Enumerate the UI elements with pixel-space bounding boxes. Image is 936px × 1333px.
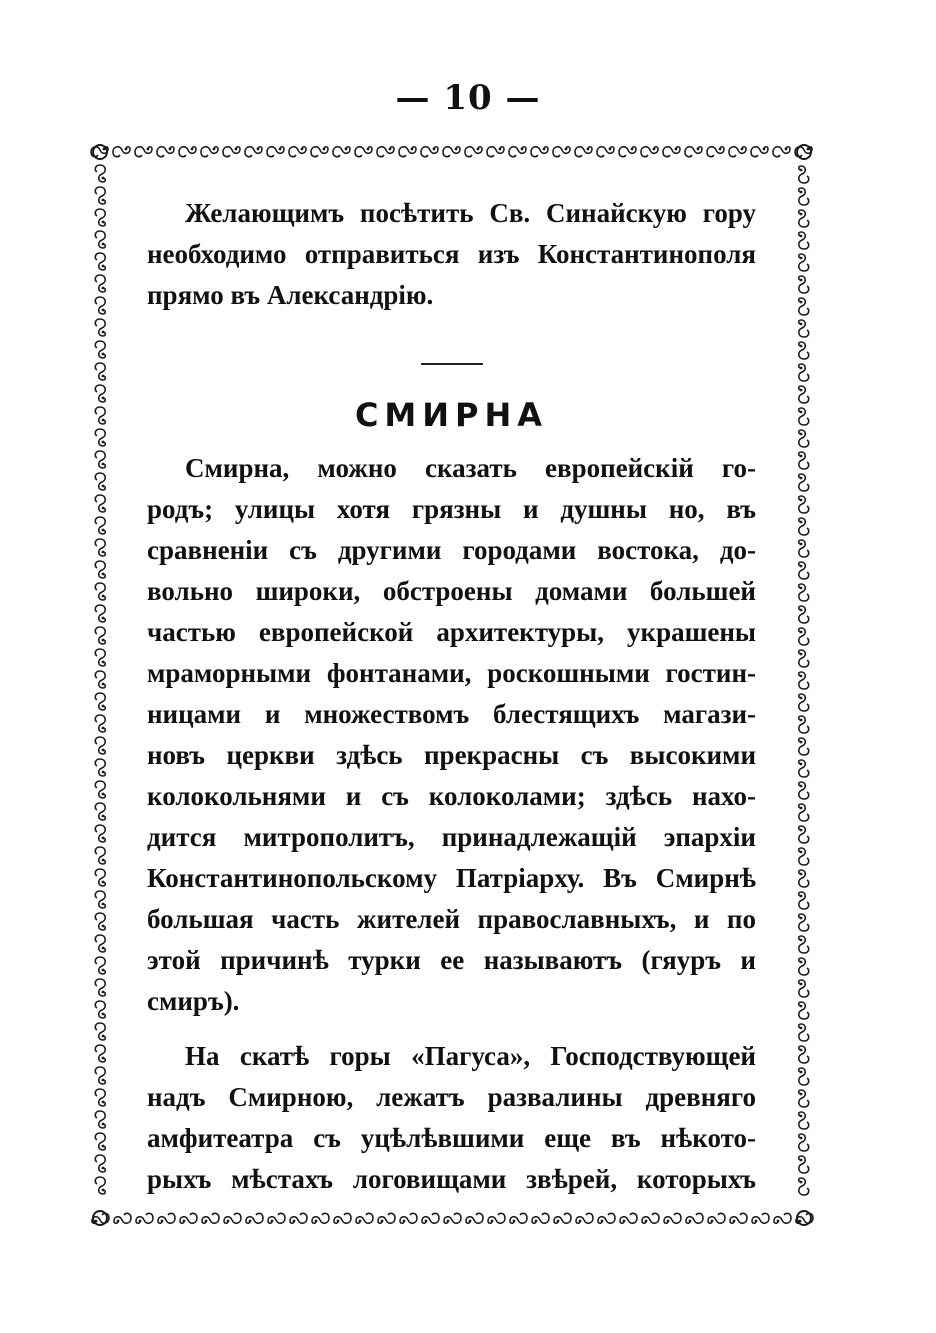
text-line: ницами и множествомъ блестящихъ магази- [147, 699, 756, 729]
border-scroll-ornament [95, 957, 105, 974]
border-scroll-ornament [224, 1213, 241, 1223]
border-scroll-ornament [95, 407, 105, 424]
border-scroll-ornament [179, 147, 196, 157]
border-scroll-ornament [799, 210, 809, 227]
border-scroll-ornament [752, 1213, 769, 1223]
border-scroll-ornament [799, 474, 809, 491]
border-scroll-ornament [399, 147, 416, 157]
border-scroll-ornament [799, 1002, 809, 1019]
border-scroll-ornament [95, 869, 105, 886]
border-scroll-ornament [95, 671, 105, 688]
border-scroll-ornament [95, 803, 105, 820]
border-scroll-ornament [799, 562, 809, 579]
border-scroll-ornament [466, 1213, 483, 1223]
border-corner-ornament [797, 145, 811, 159]
border-scroll-ornament [135, 147, 152, 157]
border-scroll-ornament [312, 1213, 329, 1223]
border-scroll-ornament [799, 540, 809, 557]
border-scroll-ornament [799, 716, 809, 733]
border-scroll-ornament [619, 147, 636, 157]
border-scroll-ornament [799, 408, 809, 425]
border-scroll-ornament [708, 1213, 725, 1223]
border-scroll-ornament [95, 451, 105, 468]
border-scroll-ornament [202, 1213, 219, 1223]
border-scroll-ornament [95, 627, 105, 644]
border-scroll-ornament [799, 650, 809, 667]
border-scroll-ornament [95, 1111, 105, 1128]
border-scroll-ornament [799, 496, 809, 513]
border-scroll-ornament [799, 694, 809, 711]
border-scroll-ornament [95, 319, 105, 336]
border-scroll-ornament [378, 1213, 395, 1223]
section-heading: СМИРНА [354, 396, 549, 434]
border-scroll-ornament [95, 253, 105, 270]
text-line: частью европейской архитектуры, украшены [147, 617, 756, 647]
border-scroll-ornament [95, 1067, 105, 1084]
border-scroll-ornament [95, 495, 105, 512]
border-scroll-ornament [799, 1156, 809, 1173]
text-line: прямо въ Александрію. [147, 280, 434, 310]
border-scroll-ornament [334, 1213, 351, 1223]
border-corner-ornament [93, 1211, 107, 1225]
text-line: сравненіи съ другими городами востока, до- [147, 535, 756, 565]
text-line: амфитеатра съ уцѣлѣвшими еще въ нѣкото- [147, 1123, 756, 1153]
border-scroll-ornament [686, 1213, 703, 1223]
paragraph-1 [147, 448, 756, 1022]
page-number: — 10 — [395, 78, 541, 118]
border-scroll-ornament [95, 297, 105, 314]
border-scroll-ornament [598, 1213, 615, 1223]
border-scroll-ornament [751, 147, 768, 157]
border-scroll-ornament [95, 935, 105, 952]
border-scroll-ornament [799, 1024, 809, 1041]
border-scroll-ornament [799, 518, 809, 535]
border-scroll-ornament [355, 147, 372, 157]
border-scroll-ornament [268, 1213, 285, 1223]
border-scroll-ornament [356, 1213, 373, 1223]
border-scroll-ornament [95, 275, 105, 292]
border-scroll-ornament [799, 1178, 809, 1195]
border-scroll-ornament [729, 147, 746, 157]
border-scroll-ornament [158, 1213, 175, 1223]
section-divider [421, 363, 483, 365]
border-scroll-ornament [95, 1155, 105, 1172]
border-scroll-ornament [799, 606, 809, 623]
border-scroll-ornament [421, 147, 438, 157]
border-scroll-ornament [597, 147, 614, 157]
border-scroll-ornament [642, 1213, 659, 1223]
border-scroll-ornament [95, 517, 105, 534]
border-scroll-ornament [799, 1134, 809, 1151]
border-scroll-ornament [95, 1023, 105, 1040]
border-scroll-ornament [95, 913, 105, 930]
border-scroll-ornament [289, 147, 306, 157]
text-line: мраморными фонтанами, роскошными гостин- [147, 658, 756, 688]
border-scroll-ornament [799, 760, 809, 777]
border-scroll-ornament [95, 649, 105, 666]
border-scroll-ornament [95, 1133, 105, 1150]
border-scroll-ornament [799, 980, 809, 997]
border-scroll-ornament [575, 147, 592, 157]
border-scroll-ornament [95, 561, 105, 578]
paragraph-2 [147, 1036, 756, 1200]
border-scroll-ornament [799, 430, 809, 447]
border-scroll-ornament [730, 1213, 747, 1223]
border-scroll-ornament [799, 364, 809, 381]
border-scroll-ornament [799, 276, 809, 293]
border-scroll-ornament [95, 429, 105, 446]
border-scroll-ornament [799, 628, 809, 645]
border-scroll-ornament [799, 738, 809, 755]
border-scroll-ornament [465, 147, 482, 157]
border-scroll-ornament [201, 147, 218, 157]
border-scroll-ornament [799, 672, 809, 689]
text-line: вольно широки, обстроены домами большей [147, 576, 756, 606]
border-scroll-ornament [553, 147, 570, 157]
border-scroll-ornament [157, 147, 174, 157]
page-text [147, 193, 756, 1200]
border-scroll-ornament [799, 188, 809, 205]
border-scroll-ornament [641, 147, 658, 157]
border-scroll-ornament [799, 782, 809, 799]
border-scroll-ornament [377, 147, 394, 157]
border-scroll-ornament [799, 936, 809, 953]
border-scroll-ornament [245, 147, 262, 157]
border-scroll-ornament [95, 891, 105, 908]
border-scroll-ornament [799, 386, 809, 403]
border-scroll-ornament [95, 847, 105, 864]
text-line: родъ; улицы хотя грязны и душны но, въ [147, 494, 756, 524]
text-line: дится митрополитъ, принадлежащій эпархіи [147, 822, 756, 852]
border-scroll-ornament [95, 583, 105, 600]
border-scroll-ornament [799, 232, 809, 249]
border-scroll-ornament [95, 341, 105, 358]
border-scroll-ornament [685, 147, 702, 157]
border-scroll-ornament [113, 147, 130, 157]
border-scroll-ornament [95, 385, 105, 402]
border-scroll-ornament [799, 1090, 809, 1107]
text-line: этой причинѣ турки ее называютъ (гяуръ и [147, 945, 756, 975]
text-line: смиръ). [147, 986, 240, 1016]
border-scroll-ornament [422, 1213, 439, 1223]
border-scroll-ornament [488, 1213, 505, 1223]
text-line: необходимо отправиться изъ Константинополя [147, 239, 756, 269]
border-scroll-ornament [95, 209, 105, 226]
border-scroll-ornament [311, 147, 328, 157]
border-scroll-ornament [290, 1213, 307, 1223]
border-scroll-ornament [95, 1177, 105, 1194]
border-scroll-ornament [799, 254, 809, 271]
border-scroll-ornament [799, 1068, 809, 1085]
border-scroll-ornament [799, 320, 809, 337]
border-scroll-ornament [532, 1213, 549, 1223]
border-scroll-ornament [95, 979, 105, 996]
border-scroll-ornament [799, 1112, 809, 1129]
text-line: Смирна, можно сказать европейскій го- [185, 453, 756, 483]
border-scroll-ornament [799, 452, 809, 469]
border-scroll-ornament [136, 1213, 153, 1223]
border-scroll-ornament [799, 870, 809, 887]
text-line: большая часть жителей православныхъ, и по [147, 904, 756, 934]
border-scroll-ornament [664, 1213, 681, 1223]
border-scroll-ornament [663, 147, 680, 157]
border-scroll-ornament [799, 892, 809, 909]
intro-paragraph [147, 193, 756, 316]
border-scroll-ornament [554, 1213, 571, 1223]
border-scroll-ornament [620, 1213, 637, 1223]
border-scroll-ornament [799, 848, 809, 865]
border-scroll-ornament [246, 1213, 263, 1223]
border-scroll-ornament [95, 231, 105, 248]
border-scroll-ornament [95, 473, 105, 490]
border-scroll-ornament [95, 1089, 105, 1106]
border-scroll-ornament [799, 958, 809, 975]
border-scroll-ornament [95, 187, 105, 204]
text-line: новъ церкви здѣсь прекрасны съ высокими [147, 740, 756, 770]
border-scroll-ornament [95, 539, 105, 556]
border-corner-ornament [93, 145, 107, 159]
border-scroll-ornament [95, 605, 105, 622]
border-scroll-ornament [799, 826, 809, 843]
border-scroll-ornament [95, 1045, 105, 1062]
text-line: надъ Смирною, лежатъ развалины древняго [147, 1082, 756, 1112]
border-scroll-ornament [799, 804, 809, 821]
border-scroll-ornament [531, 147, 548, 157]
border-scroll-ornament [95, 781, 105, 798]
border-scroll-ornament [510, 1213, 527, 1223]
border-scroll-ornament [707, 147, 724, 157]
border-scroll-ornament [95, 1001, 105, 1018]
border-scroll-ornament [799, 298, 809, 315]
border-scroll-ornament [223, 147, 240, 157]
border-scroll-ornament [799, 1046, 809, 1063]
border-scroll-ornament [114, 1213, 131, 1223]
text-line: рыхъ мѣстахъ логовищами звѣрей, которыхъ [147, 1164, 756, 1194]
border-scroll-ornament [487, 147, 504, 157]
border-scroll-ornament [799, 584, 809, 601]
border-scroll-ornament [576, 1213, 593, 1223]
border-scroll-ornament [95, 715, 105, 732]
text-line: Константинопольскому Патріарху. Въ Смирнѣ [147, 863, 756, 893]
border-scroll-ornament [444, 1213, 461, 1223]
border-scroll-ornament [773, 147, 790, 157]
border-scroll-ornament [180, 1213, 197, 1223]
text-line: Желающимъ посѣтить Св. Синайскую гору [185, 198, 756, 228]
border-scroll-ornament [333, 147, 350, 157]
border-scroll-ornament [95, 165, 105, 182]
border-scroll-ornament [95, 737, 105, 754]
border-scroll-ornament [799, 166, 809, 183]
border-corner-ornament [797, 1211, 811, 1225]
border-scroll-ornament [95, 825, 105, 842]
text-line: колокольнями и съ колоколами; здѣсь нахо- [147, 781, 756, 811]
border-scroll-ornament [774, 1213, 791, 1223]
border-scroll-ornament [443, 147, 460, 157]
border-scroll-ornament [799, 914, 809, 931]
border-scroll-ornament [95, 363, 105, 380]
border-scroll-ornament [95, 759, 105, 776]
border-scroll-ornament [799, 342, 809, 359]
border-scroll-ornament [95, 693, 105, 710]
border-scroll-ornament [509, 147, 526, 157]
border-scroll-ornament [400, 1213, 417, 1223]
border-scroll-ornament [267, 147, 284, 157]
text-line: На скатѣ горы «Пагуса», Господствующей [185, 1041, 756, 1071]
